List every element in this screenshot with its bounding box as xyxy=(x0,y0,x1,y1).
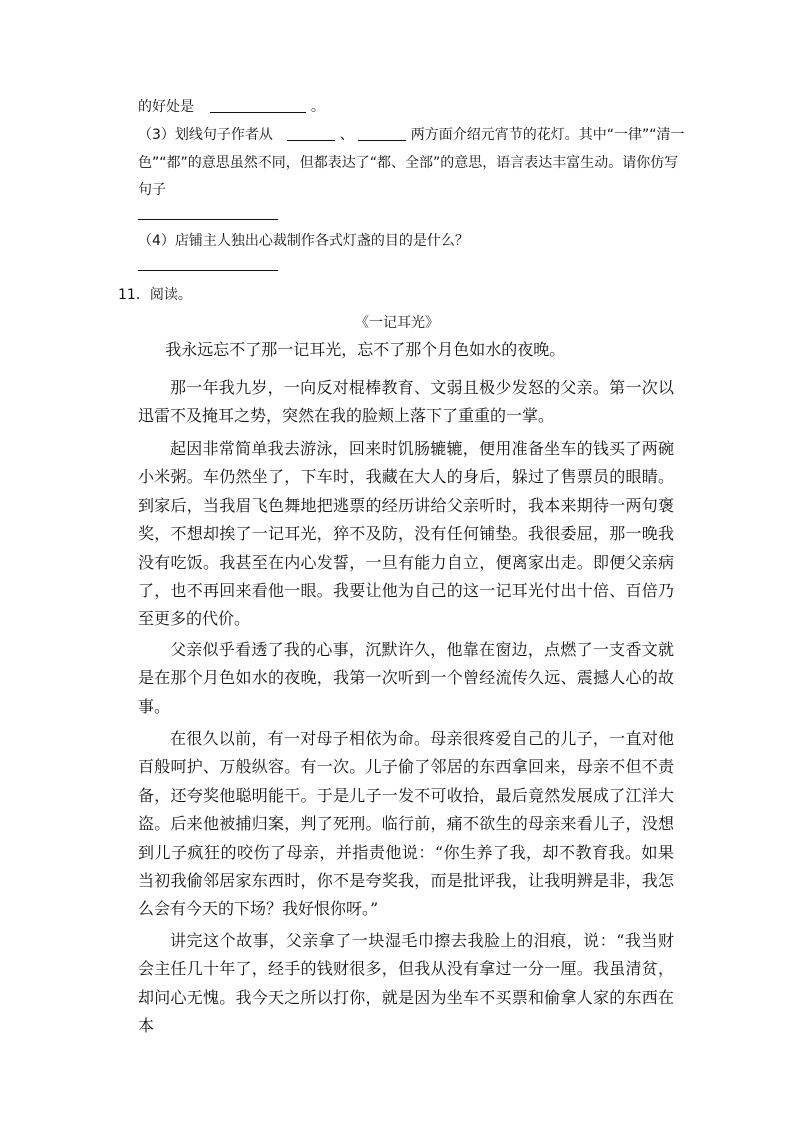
passage-paragraph-5: 在很久以前，有一对母子相依为命。母亲很疼爱自己的儿子，一直对他百般呵护、万般纵容。有一次。儿子偷了邻居的东西拿回来，母亲不但不责备，还夸奖他聪明能干。于是儿子一发不可收拾，最后竟然发展成了江洋大盗。后来他被捕归案，判了死刑。临行前，痛不欲生的母亲来看儿子，没想到儿子疯狂的咬伤了母亲，并指责他说：“你生养了我，却不教育我。如果当初我偷邻居家东西时，你不是夸奖我，而是批评我，让我明辨是非，我怎么会有今天的下场？我好恨你呀。” xyxy=(138,729,674,919)
passage-paragraph-4: 父亲似乎看透了我的心事，沉默许久，他靠在窗边，点燃了一支香文就是在那个月色如水的夜晚，我第一次听到一个曾经流传久远、震撼人心的故事。 xyxy=(138,640,674,716)
question-2-tail xyxy=(138,96,325,116)
question-3-text-b: 两方面介绍元宵节的花灯。其中“一律”“清一 xyxy=(410,127,685,143)
answer-blank[interactable] xyxy=(358,126,406,141)
passage-paragraph-2: 那一年我九岁，一向反对棍棒教育、文弱且极少发怒的父亲。第一次以迅雷不及掩耳之势，突然在我的脸颊上落下了重重的一掌。 xyxy=(138,378,674,426)
passage-title: 《一记耳光》 xyxy=(355,315,439,331)
answer-blank[interactable] xyxy=(210,98,306,113)
question-11-number: 11．阅读。 xyxy=(118,287,192,303)
question-3-text-a: （3）划线句子作者从 xyxy=(138,127,273,143)
question-3-line-2: 色”“都”的意思虽然不同，但都表达了“都、全部”的意思，语言表达丰富生动。请你仿写 xyxy=(138,155,679,171)
answer-blank[interactable] xyxy=(287,126,335,141)
question-3-separator: 、 xyxy=(339,127,354,143)
passage-paragraph-6: 讲完这个故事，父亲拿了一块湿毛巾擦去我脸上的泪痕，说：“我当财会主任几十年了，经手的钱财很多，但我从没有拿过一分一厘。我虽清贫，却问心无愧。我今天之所以打你，就是因为坐车不买票和偷拿人家的东西在本 xyxy=(138,931,674,1036)
passage-paragraph-3: 起因非常简单我去游泳，回来时饥肠辘辘，便用准备坐车的钱买了两碗小米粥。车仍然坐了，下车时，我藏在大人的身后，躲过了售票员的眼睛。到家后，当我眉飞色舞地把逃票的经历讲给父亲听时，我本来期待一两句褒奖，不想却挨了一记耳光，猝不及防，没有任何铺垫。我很委屈，那一晚我没有吃饭。我甚至在内心发誓，一旦有能力自立，便离家出走。即便父亲病了，也不再回来看他一眼。我要让他为自己的这一记耳光付出十倍、百倍乃至更多的代价。 xyxy=(138,439,674,629)
answer-line[interactable] xyxy=(138,270,278,271)
question-2-suffix: 。 xyxy=(310,99,325,115)
question-3-line-3: 句子 xyxy=(138,182,166,198)
passage-paragraph-1: 我永远忘不了那一记耳光，忘不了那个月色如水的夜晚。 xyxy=(165,340,566,359)
question-2-prefix: 的好处是 xyxy=(138,99,194,115)
question-3-line-1 xyxy=(138,124,685,144)
question-4: （4）店铺主人独出心裁制作各式灯盏的目的是什么？ xyxy=(138,233,469,249)
answer-line[interactable] xyxy=(138,219,278,220)
